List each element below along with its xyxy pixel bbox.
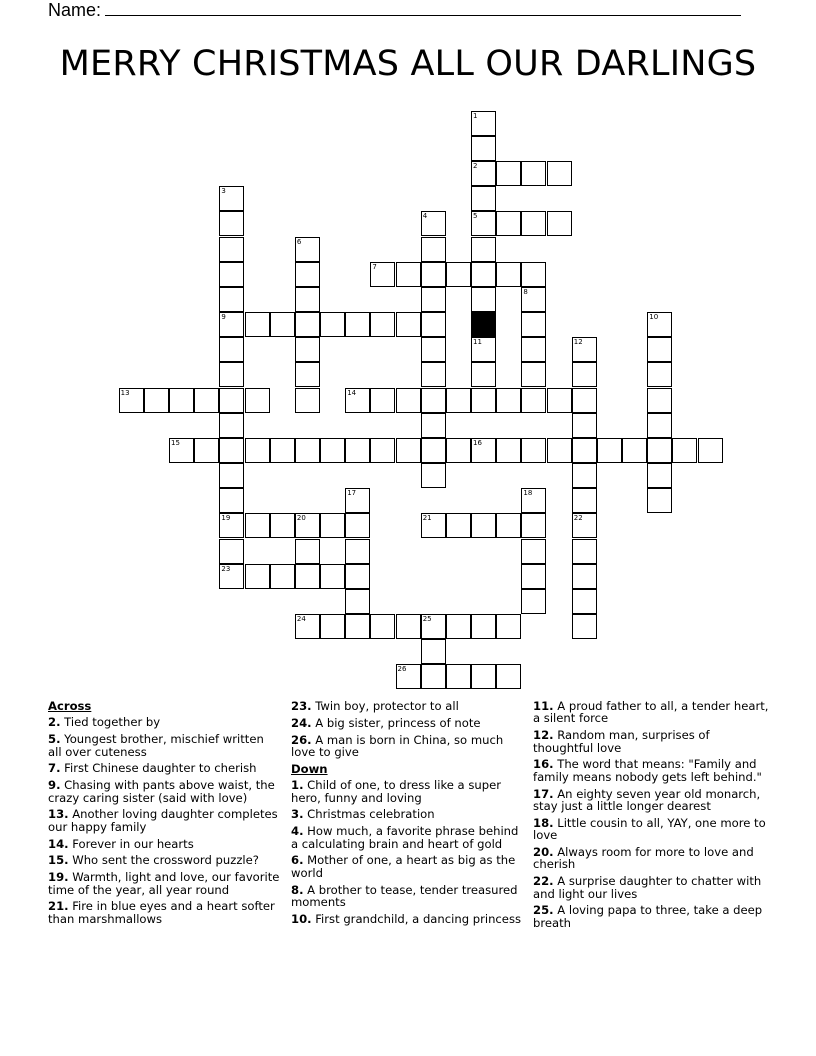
grid-cell[interactable]: [647, 312, 672, 337]
grid-cell[interactable]: [370, 388, 395, 413]
grid-cell[interactable]: [270, 438, 295, 463]
clue-item: [48, 871, 280, 896]
clue-item-text: Christmas celebration: [303, 807, 435, 822]
clue-item-text: Forever in our hearts: [68, 836, 194, 851]
clue-number: 2: [473, 162, 478, 171]
clue-item-number: 20.: [533, 845, 554, 860]
clue-item-number: 15.: [48, 853, 69, 868]
grid-cell[interactable]: [647, 438, 672, 463]
down-heading: Down: [291, 761, 328, 776]
grid-cell[interactable]: [471, 337, 496, 362]
clue-number: 8: [523, 287, 528, 296]
clue-item-number: 6.: [291, 853, 304, 868]
grid-cell[interactable]: [572, 388, 597, 413]
clue-item-text: A big sister, princess of note: [311, 715, 481, 730]
clue-number: 17: [347, 489, 357, 498]
grid-cell[interactable]: [471, 136, 496, 161]
grid-cell[interactable]: [219, 262, 244, 287]
clue-item-number: 10.: [291, 911, 312, 926]
grid-cell[interactable]: [521, 312, 546, 337]
grid-cell[interactable]: [421, 463, 446, 488]
grid-cell[interactable]: [496, 388, 521, 413]
grid-cell[interactable]: [320, 564, 345, 589]
grid-cell[interactable]: [270, 513, 295, 538]
clue-item-number: 5.: [48, 732, 61, 747]
clue-item-number: 17.: [533, 786, 554, 801]
grid-cell[interactable]: [370, 614, 395, 639]
clue-item-text: First grandchild, a dancing princess: [311, 911, 522, 926]
grid-cell[interactable]: [421, 262, 446, 287]
clue-item-text: Mother of one, a heart as big as the world: [291, 853, 516, 880]
clue-item: [48, 854, 280, 866]
clue-number: 16: [473, 438, 482, 447]
clue-item: [533, 817, 769, 842]
grid-cell[interactable]: [169, 388, 194, 413]
clue-item-text: A man is born in China, so much love to give: [291, 732, 504, 759]
grid-cell[interactable]: [345, 513, 370, 538]
clue-item: [291, 779, 525, 804]
grid-cell[interactable]: [547, 388, 572, 413]
grid-cell[interactable]: [597, 438, 622, 463]
grid-cell[interactable]: [647, 463, 672, 488]
clue-item-text: Child of one, to dress like a super hero, funny and loving: [291, 778, 501, 805]
grid-cell[interactable]: [521, 488, 546, 513]
grid-cell[interactable]: [698, 438, 723, 463]
clue-item-text: Always room for more to love and cherish: [533, 845, 754, 872]
grid-cell[interactable]: [345, 488, 370, 513]
clue-item-number: 13.: [48, 807, 69, 822]
clue-item-text: First Chinese daughter to cherish: [60, 761, 257, 776]
clue-item-text: A surprise daughter to chatter with and light our lives: [533, 874, 762, 901]
grid-cell[interactable]: [345, 589, 370, 614]
clue-item-text: Little cousin to all, YAY, one more to love: [533, 815, 766, 843]
clue-item-text: Another loving daughter completes our happy family: [48, 807, 278, 834]
grid-cell[interactable]: [496, 438, 521, 463]
grid-cell[interactable]: [421, 614, 446, 639]
grid-cell[interactable]: [219, 513, 244, 538]
clue-item-number: 16.: [533, 757, 554, 772]
grid-cell[interactable]: [396, 614, 421, 639]
clue-number: 18: [523, 489, 533, 498]
grid-cell[interactable]: [446, 388, 471, 413]
grid-cell[interactable]: [521, 287, 546, 312]
clue-item-number: 24.: [291, 715, 312, 730]
clue-item: [533, 875, 769, 900]
clue-item: [291, 734, 525, 759]
grid-cell[interactable]: [295, 438, 320, 463]
clue-item-text: Tied together by: [60, 715, 161, 730]
clue-number: 19: [221, 514, 231, 523]
grid-cell[interactable]: [521, 388, 546, 413]
grid-cell[interactable]: [647, 388, 672, 413]
clue-number: 9: [221, 313, 226, 322]
grid-cell[interactable]: [547, 211, 572, 236]
grid-cell[interactable]: [245, 388, 270, 413]
clue-item: [533, 904, 769, 929]
page-title: MERRY CHRISTMAS ALL OUR DARLINGS: [59, 44, 757, 84]
grid-cell[interactable]: [647, 488, 672, 513]
grid-cell[interactable]: [471, 362, 496, 387]
grid-cell[interactable]: [219, 388, 244, 413]
grid-cell[interactable]: [144, 388, 169, 413]
grid-cell[interactable]: [421, 287, 446, 312]
clue-item-text: Warmth, light and love, our favorite time of the year, all year round: [48, 870, 280, 897]
clue-item-number: 26.: [291, 732, 312, 747]
grid-cell[interactable]: [219, 186, 244, 211]
grid-cell[interactable]: [471, 513, 496, 538]
clue-number: 11: [473, 338, 482, 347]
grid-cell[interactable]: [572, 463, 597, 488]
grid-cell[interactable]: [421, 388, 446, 413]
grid-cell[interactable]: [521, 161, 546, 186]
grid-cell[interactable]: [421, 513, 446, 538]
clue-item-number: 12.: [533, 728, 554, 743]
clue-item: [291, 717, 525, 729]
grid-cell[interactable]: [521, 211, 546, 236]
grid-cell[interactable]: [345, 564, 370, 589]
grid-cell[interactable]: [370, 438, 395, 463]
grid-cell[interactable]: [572, 564, 597, 589]
grid-cell[interactable]: [421, 413, 446, 438]
grid-cell[interactable]: [421, 211, 446, 236]
grid-cell[interactable]: [345, 614, 370, 639]
grid-cell[interactable]: [496, 211, 521, 236]
grid-cell[interactable]: [572, 614, 597, 639]
clue-item: [533, 700, 769, 725]
clue-item: [291, 854, 525, 879]
grid-cell[interactable]: [245, 564, 270, 589]
grid-cell[interactable]: [219, 237, 244, 262]
clue-item-number: 4.: [291, 824, 304, 839]
clue-item-text: How much, a favorite phrase behind a calculating brain and heart of gold: [291, 824, 519, 851]
grid-cell[interactable]: [471, 287, 496, 312]
grid-cell[interactable]: [521, 362, 546, 387]
grid-cell[interactable]: [345, 539, 370, 564]
grid-cell[interactable]: [295, 262, 320, 287]
grid-cell[interactable]: [471, 262, 496, 287]
grid-cell[interactable]: [421, 312, 446, 337]
clue-number: 7: [372, 262, 377, 271]
grid-cell[interactable]: [421, 639, 446, 664]
grid-cell[interactable]: [647, 413, 672, 438]
grid-cell[interactable]: [219, 337, 244, 362]
grid-cell[interactable]: [396, 388, 421, 413]
clue-number: 4: [422, 212, 428, 221]
grid-cell[interactable]: [496, 262, 521, 287]
clue-item-number: 2.: [48, 715, 61, 730]
grid-cell[interactable]: [295, 564, 320, 589]
grid-cell[interactable]: [521, 513, 546, 538]
clue-item-number: 19.: [48, 870, 69, 885]
grid-cell[interactable]: [446, 614, 471, 639]
grid-cell[interactable]: [496, 513, 521, 538]
clue-number: 22: [573, 514, 583, 523]
grid-cell[interactable]: [572, 488, 597, 513]
clue-number: 25: [422, 615, 432, 624]
grid-cell[interactable]: [446, 513, 471, 538]
grid-cell[interactable]: [295, 388, 320, 413]
grid-cell[interactable]: [572, 362, 597, 387]
clue-item-text: Who sent the crossword puzzle?: [68, 853, 259, 868]
clue-item: [48, 900, 280, 925]
clue-item-number: 1.: [291, 778, 304, 793]
grid-cell[interactable]: [471, 211, 496, 236]
clue-item: [291, 884, 525, 909]
grid-cell[interactable]: [572, 438, 597, 463]
grid-cell[interactable]: [521, 589, 546, 614]
grid-cell[interactable]: [572, 413, 597, 438]
grid-cell[interactable]: [219, 362, 244, 387]
grid-cell[interactable]: [521, 262, 546, 287]
grid-cell[interactable]: [471, 614, 496, 639]
grid-cell[interactable]: [295, 237, 320, 262]
grid-cell[interactable]: [396, 312, 421, 337]
clue-number: 15: [171, 438, 180, 447]
grid-cell[interactable]: [446, 438, 471, 463]
clue-number: 20: [296, 514, 306, 523]
grid-cell[interactable]: [446, 664, 471, 689]
clue-item: [48, 779, 280, 804]
clue-number: 21: [422, 514, 432, 523]
clue-item-text: A loving papa to three, take a deep breath: [533, 903, 763, 930]
across-heading: Across: [48, 699, 92, 713]
clues-column-2: [291, 700, 525, 930]
grid-cell[interactable]: [345, 312, 370, 337]
clue-number: 26: [397, 665, 407, 674]
grid-cell[interactable]: [219, 413, 244, 438]
grid-cell[interactable]: [547, 438, 572, 463]
grid-cell[interactable]: [295, 513, 320, 538]
clue-item: [48, 762, 280, 774]
grid-cell[interactable]: [572, 589, 597, 614]
grid-cell[interactable]: [471, 161, 496, 186]
clue-number: 13: [120, 388, 130, 397]
clue-item-number: 21.: [48, 899, 69, 914]
grid-cell[interactable]: [295, 337, 320, 362]
grid-cell[interactable]: [194, 438, 219, 463]
grid-cell[interactable]: [219, 463, 244, 488]
grid-cell[interactable]: [370, 312, 395, 337]
grid-cell[interactable]: [496, 161, 521, 186]
clues-column-3: [533, 700, 769, 934]
clue-number: 10: [649, 313, 659, 322]
grid-cell[interactable]: [245, 513, 270, 538]
grid-cell[interactable]: [496, 614, 521, 639]
grid-cell[interactable]: [521, 337, 546, 362]
clue-item-text: Youngest brother, mischief written all over cuteness: [48, 732, 264, 759]
clue-item: [291, 913, 525, 925]
grid-cell[interactable]: [496, 664, 521, 689]
grid-cell[interactable]: [672, 438, 697, 463]
grid-cell[interactable]: [320, 438, 345, 463]
clue-item: [48, 733, 280, 758]
clue-item-number: 18.: [533, 815, 554, 830]
clue-item-number: 7.: [48, 761, 61, 776]
grid-cell[interactable]: [219, 564, 244, 589]
grid-cell[interactable]: [169, 438, 194, 463]
grid-cell[interactable]: [320, 614, 345, 639]
clue-item: [48, 716, 280, 728]
clue-item-text: Twin boy, protector to all: [311, 699, 459, 713]
clue-item-text: A proud father to all, a tender heart, a silent force: [533, 699, 769, 726]
clue-item: [533, 729, 769, 754]
grid-cell[interactable]: [295, 287, 320, 312]
clue-item: [291, 700, 525, 712]
grid-cell[interactable]: [194, 388, 219, 413]
grid-cell[interactable]: [622, 438, 647, 463]
clue-item-text: An eighty seven year old monarch, stay just a little longer dearest: [533, 786, 761, 814]
grid-cell[interactable]: [547, 161, 572, 186]
grid-cell[interactable]: [421, 438, 446, 463]
clue-item-text: Chasing with pants above waist, the crazy caring sister (said with love): [48, 778, 275, 805]
grid-cell[interactable]: [471, 664, 496, 689]
grid-cell[interactable]: [471, 111, 496, 136]
grid-cell[interactable]: [245, 312, 270, 337]
grid-cell[interactable]: [396, 262, 421, 287]
grid-cell[interactable]: [471, 438, 496, 463]
grid-cell[interactable]: [471, 388, 496, 413]
clue-item-number: 22.: [533, 874, 554, 889]
grid-cell[interactable]: [370, 262, 395, 287]
grid-cell[interactable]: [521, 438, 546, 463]
clue-number: 1: [473, 111, 478, 120]
clue-item: [48, 808, 280, 833]
clue-item-number: 14.: [48, 836, 69, 851]
grid-cell[interactable]: [295, 362, 320, 387]
grid-cell[interactable]: [396, 664, 421, 689]
grid-cell[interactable]: [219, 211, 244, 236]
clue-item-number: 3.: [291, 807, 304, 822]
grid-cell[interactable]: [471, 186, 496, 211]
clue-number: 24: [296, 615, 306, 624]
clues-column-1: [48, 700, 280, 930]
clue-number: 3: [221, 187, 226, 196]
grid-cell[interactable]: [295, 614, 320, 639]
clue-item: [533, 788, 769, 813]
grid-cell[interactable]: [572, 337, 597, 362]
clue-item: [291, 825, 525, 850]
grid-cell[interactable]: [421, 664, 446, 689]
grid-cell[interactable]: [245, 438, 270, 463]
grid-cell[interactable]: [295, 312, 320, 337]
clue-item-number: 23.: [291, 699, 312, 713]
clue-number: 23: [221, 564, 231, 573]
grid-cell[interactable]: [396, 438, 421, 463]
grid-cell[interactable]: [521, 564, 546, 589]
clue-number: 12: [573, 338, 583, 347]
grid-cell[interactable]: [421, 337, 446, 362]
grid-cell[interactable]: [270, 312, 295, 337]
clue-number: 14: [347, 388, 357, 397]
grid-cell[interactable]: [572, 539, 597, 564]
grid-cell[interactable]: [572, 513, 597, 538]
clue-item: [533, 846, 769, 871]
grid-cell[interactable]: [471, 237, 496, 262]
grid-cell[interactable]: [446, 262, 471, 287]
grid-block: [471, 312, 496, 337]
clue-item-number: 25.: [533, 903, 554, 918]
grid-cell[interactable]: [421, 237, 446, 262]
clue-item-text: The word that means: "Family and family means nobody gets left behind.": [533, 757, 762, 784]
grid-cell[interactable]: [270, 564, 295, 589]
grid-cell[interactable]: [219, 287, 244, 312]
grid-cell[interactable]: [219, 488, 244, 513]
grid-cell[interactable]: [219, 312, 244, 337]
grid-cell[interactable]: [421, 362, 446, 387]
clue-number: 5: [473, 212, 478, 221]
clue-item-text: Random man, surprises of thoughtful love: [533, 728, 710, 755]
name-label: Name:: [48, 0, 102, 20]
grid-cell[interactable]: [295, 539, 320, 564]
clue-item-number: 8.: [291, 882, 304, 897]
grid-cell[interactable]: [219, 539, 244, 564]
clue-item-text: Fire in blue eyes and a heart softer than marshmallows: [48, 899, 275, 926]
grid-cell[interactable]: [521, 539, 546, 564]
clue-item-number: 9.: [48, 778, 61, 793]
clue-item-number: 11.: [533, 699, 554, 713]
clue-item: [533, 758, 769, 783]
grid-cell[interactable]: [320, 312, 345, 337]
grid-cell[interactable]: [320, 513, 345, 538]
grid-cell[interactable]: [345, 388, 370, 413]
grid-cell[interactable]: [345, 438, 370, 463]
grid-cell[interactable]: [647, 337, 672, 362]
clue-item: [48, 838, 280, 850]
clue-item-text: A brother to tease, tender treasured moments: [291, 882, 518, 910]
grid-cell[interactable]: [219, 438, 244, 463]
grid-cell[interactable]: [647, 362, 672, 387]
clue-item: [291, 808, 525, 820]
grid-cell[interactable]: [119, 388, 144, 413]
clue-number: 6: [296, 237, 302, 246]
